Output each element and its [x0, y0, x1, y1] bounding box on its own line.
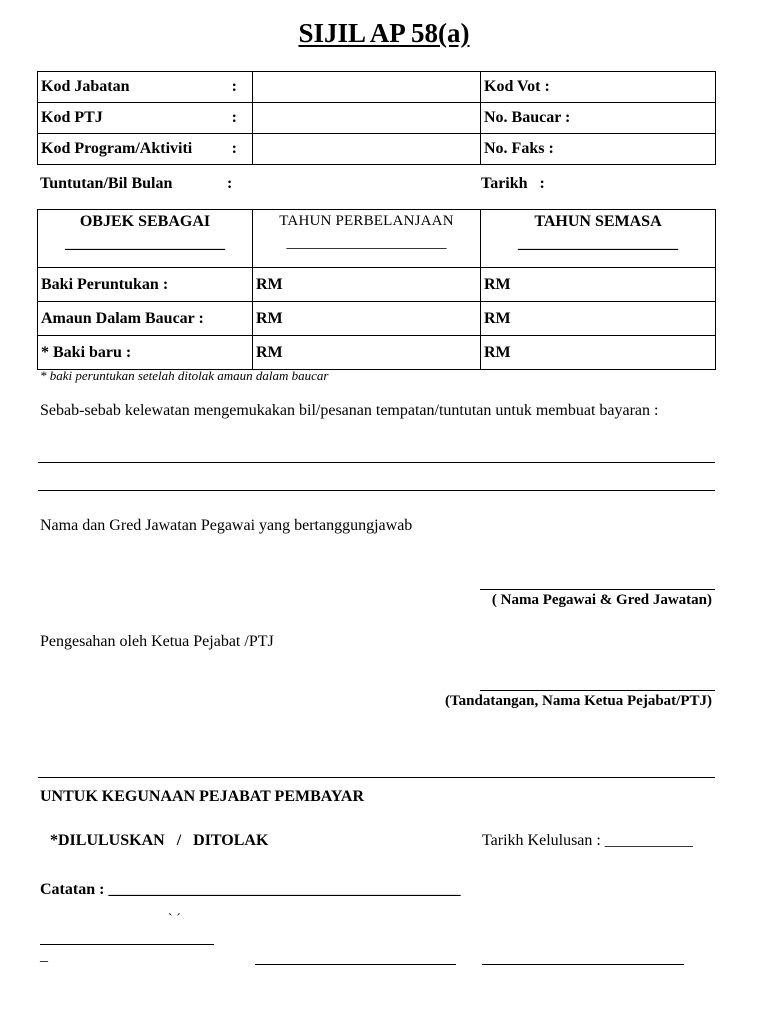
- rm-field[interactable]: RM: [253, 302, 481, 336]
- sebab-label: Sebab-sebab kelewatan mengemukakan bil/pesanan tempatan/tuntutan untuk membuat bayaran :: [40, 402, 659, 419]
- tuntutan-row: [40, 174, 240, 193]
- stray-marks: ` ´: [168, 912, 181, 927]
- table-row: [38, 302, 716, 336]
- sebab-line-1[interactable]: [38, 462, 715, 463]
- footnote: * baki peruntukan setelah ditolak amaun dalam baucar: [40, 368, 329, 383]
- amaun-dalam-baucar-label: Amaun Dalam Baucar :: [38, 302, 253, 336]
- budget-header-row: [38, 210, 716, 268]
- signature-line-1[interactable]: [40, 944, 214, 945]
- pengesahan-signature-line[interactable]: [480, 690, 715, 691]
- catatan-field[interactable]: Catatan : ____________________________________________: [40, 881, 461, 898]
- budget-table: [37, 209, 716, 370]
- kod-vot-label: Kod Vot :: [481, 72, 716, 103]
- kod-jabatan-field[interactable]: [253, 72, 481, 103]
- no-faks-label: No. Faks :: [481, 134, 716, 165]
- kod-jabatan-label: Kod Jabatan: [41, 78, 130, 95]
- untuk-kegunaan-heading: UNTUK KEGUNAAN PEJABAT PEMBAYAR: [40, 788, 365, 805]
- baki-peruntukan-label: Baki Peruntukan :: [38, 268, 253, 302]
- pengesahan-caption: (Tandatangan, Nama Ketua Pejabat/PTJ): [445, 693, 712, 709]
- baki-baru-label: * Baki baru :: [38, 336, 253, 370]
- nama-pegawai-caption: ( Nama Pegawai & Gred Jawatan): [491, 592, 712, 608]
- no-baucar-label: No. Baucar :: [481, 103, 716, 134]
- signature-line-3[interactable]: [482, 964, 684, 965]
- tuntutan-label: Tuntutan/Bil Bulan: [40, 175, 173, 192]
- section-divider: [38, 777, 715, 778]
- header-tahun-perbelanjaan: TAHUN PERBELANJAAN ____________________: [253, 210, 481, 268]
- info-row: Kod PTJ : No. Baucar :: [38, 103, 716, 134]
- rm-field[interactable]: RM: [481, 268, 716, 302]
- diluluskan-ditolak[interactable]: *DILULUSKAN / DITOLAK: [50, 832, 269, 849]
- tarikh-label: Tarikh :: [481, 175, 545, 192]
- kod-ptj-label: Kod PTJ: [41, 109, 103, 126]
- signature-line-2[interactable]: [255, 964, 456, 965]
- header-objek: OBJEK SEBAGAI ____________________: [38, 210, 253, 268]
- table-row: [38, 268, 716, 302]
- rm-field[interactable]: RM: [481, 302, 716, 336]
- sebab-line-2[interactable]: [38, 490, 715, 491]
- info-table: [37, 71, 716, 165]
- table-row: [38, 336, 716, 370]
- header-tahun-semasa: TAHUN SEMASA ____________________: [481, 210, 716, 268]
- rm-field[interactable]: RM: [253, 336, 481, 370]
- nama-gred-label: Nama dan Gred Jawatan Pegawai yang bertanggungjawab: [40, 517, 413, 534]
- kod-program-label: Kod Program/Aktiviti: [41, 140, 193, 157]
- kod-ptj-field[interactable]: [253, 103, 481, 134]
- signature-dash: _: [40, 947, 48, 964]
- info-row: Kod Jabatan : Kod Vot :: [38, 72, 716, 103]
- tarikh-kelulusan[interactable]: Tarikh Kelulusan : ___________: [482, 832, 693, 849]
- pengesahan-label: Pengesahan oleh Ketua Pejabat /PTJ: [40, 633, 274, 650]
- rm-field[interactable]: RM: [253, 268, 481, 302]
- kod-program-field[interactable]: [253, 134, 481, 165]
- nama-pegawai-signature-line[interactable]: [480, 589, 715, 590]
- info-row: Kod Program/Aktiviti : No. Faks :: [38, 134, 716, 165]
- rm-field[interactable]: RM: [481, 336, 716, 370]
- document-title: SIJIL AP 58(a): [298, 18, 470, 48]
